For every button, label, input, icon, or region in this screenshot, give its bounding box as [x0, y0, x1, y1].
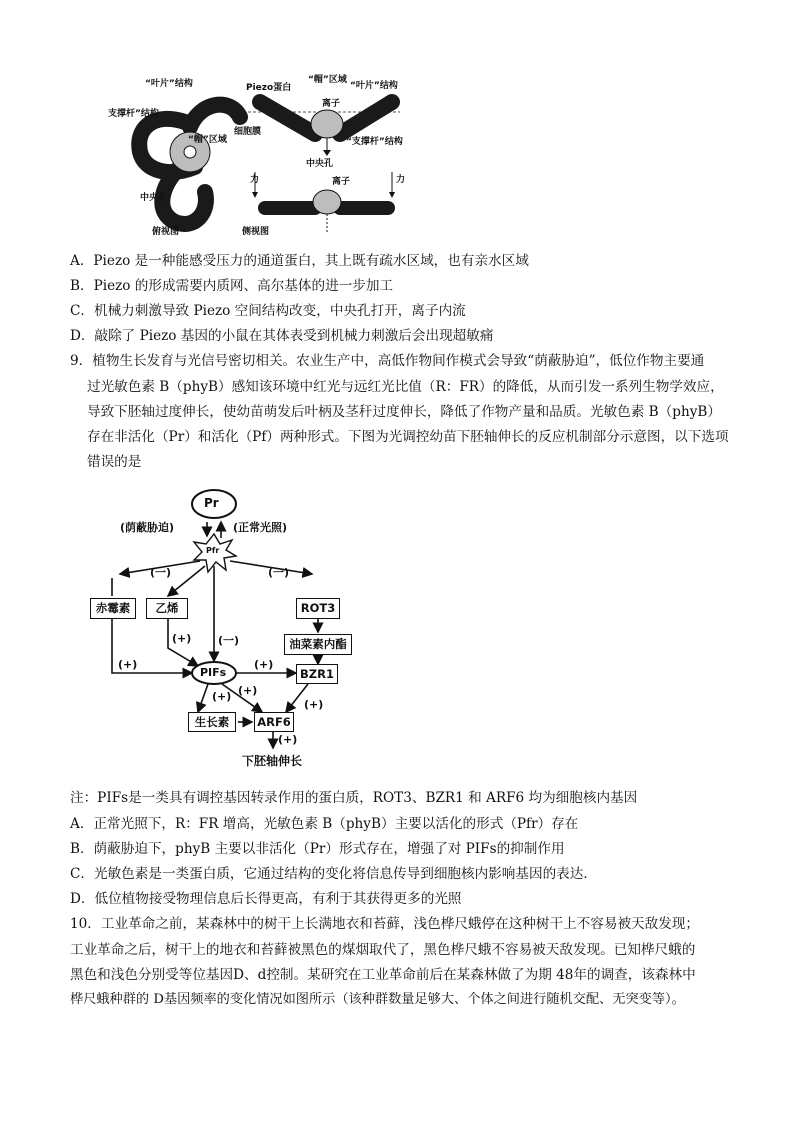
- pos-effect-gibberellin: (+): [118, 658, 138, 671]
- q9-note: 注：PIFs是一类具有调控基因转录作用的蛋白质，ROT3、BZR1 和 ARF6 均为细胞核内基因: [70, 790, 638, 806]
- pos-effect-arf6-a: (+): [238, 684, 258, 697]
- piezo-figure: [100, 72, 410, 244]
- neg-effect-pifs: (一): [218, 634, 240, 647]
- rot3-box: ROT3: [296, 598, 340, 619]
- pillar-structure-label-side: “支撑杆”结构: [346, 137, 403, 147]
- gibberellin-box: 赤霉素: [90, 598, 136, 619]
- q9-option-b: B．荫蔽胁迫下，phyB 主要以非活化（Pr）形式存在，增强了对 PIFs的抑制作用: [70, 841, 565, 857]
- ion-label-top: 离子: [322, 99, 341, 109]
- q9-option-c: C．光敏色素是一类蛋白质，它通过结构的变化将信息传导到细胞核内影响基因的表达．: [70, 866, 597, 882]
- neg-effect-rot3: (一): [268, 566, 290, 579]
- force-label-right: 力: [396, 175, 406, 185]
- pr-node: Pr: [204, 496, 219, 510]
- q10-stem-line-4: 桦尺蛾种群的 D基因频率的变化情况如图所示（该种群数量足够大、个体之间进行随机交配、无突变等）。: [70, 992, 685, 1007]
- q9-option-d: D．低位植物接受物理信息后长得更高，有利于其获得更多的光照: [70, 891, 462, 907]
- neg-effect-gibberellin: (一): [150, 566, 172, 579]
- pos-effect-bzr1: (+): [254, 658, 274, 671]
- q8-option-d: D．敲除了 Piezo 基因的小鼠在其体表受到机械力刺激后会出现超敏痛: [70, 328, 494, 344]
- pos-effect-arf6-b: (+): [304, 698, 324, 711]
- pifs-node: PIFs: [200, 666, 227, 679]
- q10-stem-line-3: 黑色和浅色分别受等位基因D、d控制。某研究在工业革命前后在某森林做了为期 48年的调查，该森林中: [70, 967, 696, 983]
- cap-region-label-side: “帽”区域: [308, 75, 347, 85]
- q9-stem-line-2: 过光敏色素 B（phyB）感知该环境中红光与远红光比值（R：FR）的降低，从而引发一系列生物学效应，: [87, 379, 724, 395]
- q9-stem-line-5: 错误的是: [87, 454, 142, 470]
- q10-stem-line-2: 工业革命之后，树干上的地衣和苔藓被黑色的煤烟取代了，黑色桦尺蛾不容易被天敌发现。已知桦尺蛾的: [70, 942, 696, 958]
- ion-label-bottom: 离子: [332, 177, 351, 187]
- q8-option-b: B．Piezo 的形成需要内质网、高尔基体的进一步加工: [70, 278, 394, 294]
- ethylene-box: 乙烯: [146, 598, 188, 619]
- pillar-structure-label: 支撑杆”结构: [108, 109, 159, 119]
- normal-light-label: (正常光照): [233, 521, 288, 534]
- leaf-structure-label: “叶片”结构: [145, 79, 193, 89]
- q8-option-c: C．机械力刺激导致 Piezo 空间结构改变，中央孔打开，离子内流: [70, 303, 466, 319]
- top-view-caption: 俯视图: [152, 227, 180, 237]
- piezo-protein-label: Piezo蛋白: [246, 83, 292, 93]
- pos-effect-auxin: (+): [212, 690, 232, 703]
- q9-option-a: A．正常光照下，R：FR 增高，光敏色素 B（phyB）主要以活化的形式（Pfr）存在: [70, 816, 579, 832]
- pfr-node: Pfr: [206, 546, 220, 555]
- q8-option-a: A．Piezo 是一种能感受压力的通道蛋白，其上既有疏水区域，也有亲水区域: [70, 253, 529, 269]
- phyb-mechanism-diagram: [90, 486, 390, 771]
- q9-stem-line-4: 存在非活化（Pr）和活化（Pf）两种形式。下图为光调控幼苗下胚轴伸长的反应机制部分示意图，以下选项: [87, 429, 729, 445]
- pos-effect-ethylene: (+): [172, 632, 192, 645]
- force-label-left: 力: [250, 175, 260, 185]
- piezo-diagram: [100, 72, 410, 244]
- bzr1-box: BZR1: [296, 664, 338, 684]
- central-pore-label-side: 中央孔: [306, 159, 334, 169]
- leaf-structure-label-side: “叶片”结构: [350, 81, 398, 91]
- hypocotyl-elongation-label: 下胚轴伸长: [242, 754, 303, 768]
- pos-effect-hypocotyl: (+): [278, 733, 298, 746]
- brassinolide-box: 油菜素内酯: [284, 634, 352, 655]
- q9-stem-line-3: 导致下胚轴过度伸长，使幼苗萌发后叶柄及茎秆过度伸长，降低了作物产量和品质。光敏色素 B（phyB）: [87, 404, 721, 420]
- shade-stress-label: (荫蔽胁迫): [120, 521, 175, 534]
- central-pore-label: 中央孔: [140, 193, 168, 203]
- q10-stem-line-1: 10．工业革命之前，某森林中的树干上长满地衣和苔藓，浅色桦尺蛾停在这种树干上不容易被天敌发现；: [70, 916, 700, 932]
- cap-region-label: “帽”区域: [188, 135, 227, 145]
- arf6-box: ARF6: [254, 712, 294, 732]
- auxin-box: 生长素: [188, 712, 236, 732]
- q9-stem-line-1: 9．植物生长发育与光信号密切相关。农业生产中，高低作物间作模式会导致“荫蔽胁迫”，低位作物主要通: [70, 353, 705, 369]
- side-view-caption: 侧视图: [242, 227, 270, 237]
- cell-membrane-label: 细胞膜: [234, 127, 262, 137]
